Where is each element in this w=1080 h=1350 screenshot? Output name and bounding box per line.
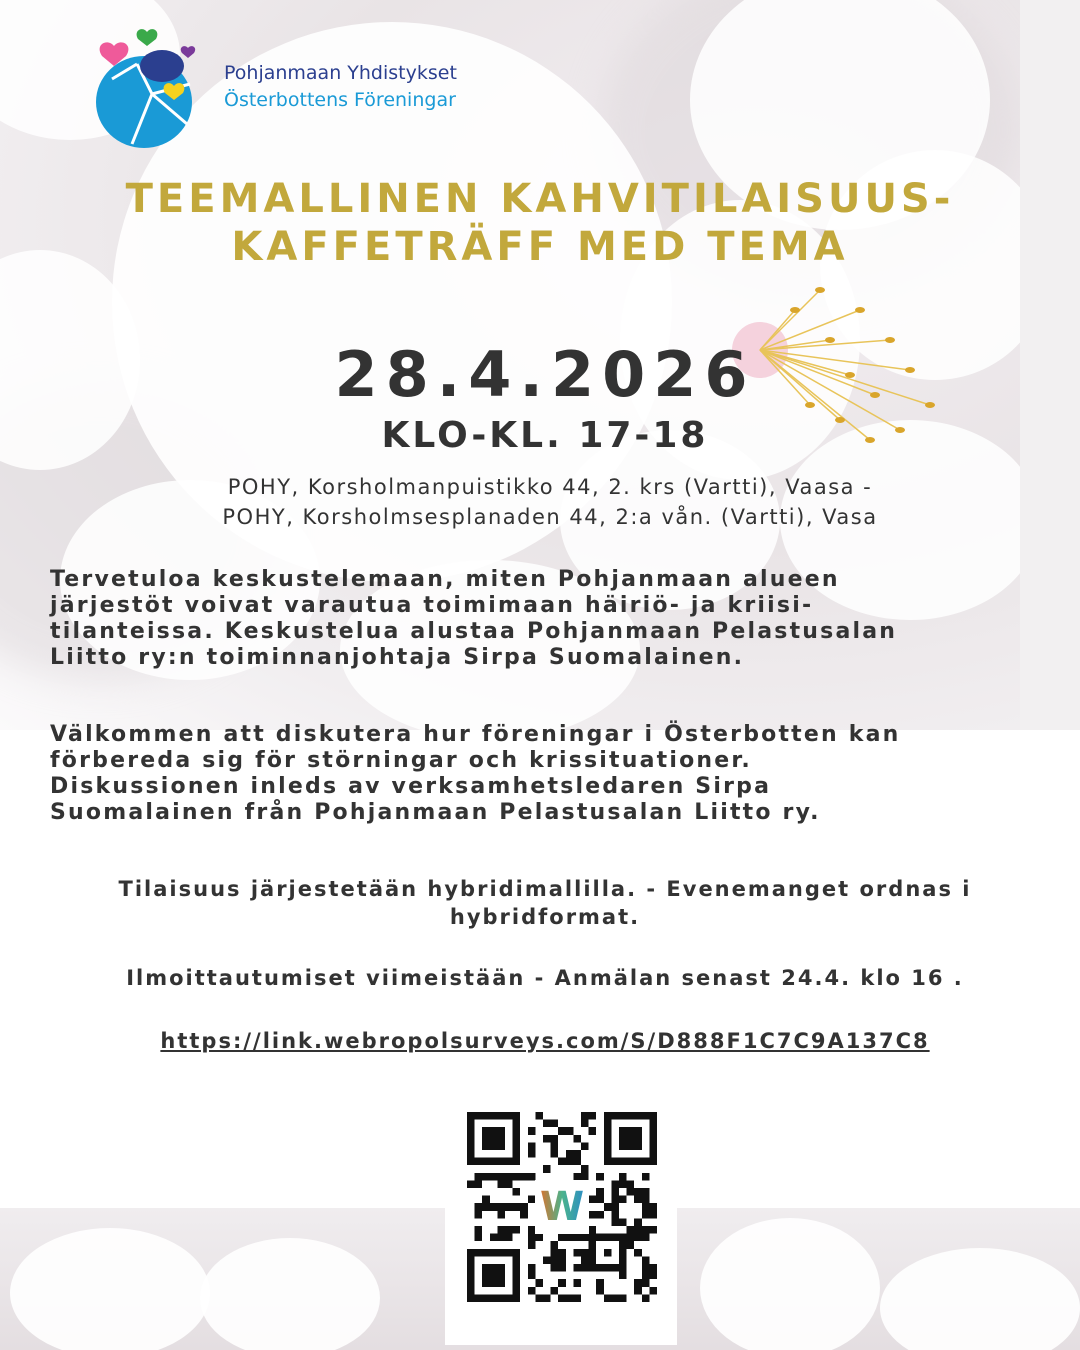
description-line: förbereda sig för störningar och krissituationer.	[50, 748, 752, 773]
logo-text	[224, 60, 457, 114]
registration-deadline: Ilmoittautumiset viimeistään - Anmälan senast 24.4. klo 16 .	[126, 966, 964, 990]
logo-name-swedish: Österbottens Föreningar	[224, 89, 456, 111]
logo-name-finnish: Pohjanmaan Yhdistykset	[224, 62, 457, 84]
hybrid-notice	[40, 875, 1050, 931]
description-line: Välkommen att diskutera hur föreningar i Österbotten kan	[50, 722, 901, 747]
qr-logo-letter: W	[540, 1180, 584, 1234]
description-line: järjestöt voivat varautua toimimaan häiriö- ja kriisi-	[50, 593, 814, 618]
event-address	[90, 472, 1010, 532]
description-line: Suomalainen från Pohjanmaan Pelastusalan Liitto ry.	[50, 800, 821, 825]
description-finnish	[50, 567, 1050, 671]
event-title-line1: TEEMALLINEN KAHVITILAISUUS-	[125, 176, 955, 222]
description-line: Liitto ry:n toiminnanjohtaja Sirpa Suomalainen.	[50, 645, 745, 670]
description-line: Diskussionen inleds av verksamhetsledaren Sirpa	[50, 774, 772, 799]
description-line: Tervetuloa keskustelemaan, miten Pohjanmaan alueen	[50, 567, 840, 592]
address-swedish: POHY, Korsholmsesplanaden 44, 2:a vån. (Vartti), Vasa	[222, 505, 878, 529]
event-title	[0, 175, 1080, 271]
event-date: 28.4.2026	[334, 338, 756, 411]
hybrid-line: Tilaisuus järjestetään hybridimallilla. - Evenemanget ordnas i	[118, 877, 972, 901]
event-title-line2: KAFFETRÄFF MED TEMA	[231, 224, 849, 270]
hybrid-line: hybridformat.	[449, 905, 641, 929]
registration-link[interactable]: https://link.webropolsurveys.com/S/D888F1C7C9A137C8	[160, 1029, 930, 1053]
webropol-logo-icon	[535, 1180, 589, 1234]
address-finnish: POHY, Korsholmanpuistikko 44, 2. krs (Vartti), Vaasa -	[227, 475, 873, 499]
organization-logo	[92, 24, 202, 149]
description-line: tilanteissa. Keskustelua alustaa Pohjanmaan Pelastusalan	[50, 619, 898, 644]
event-time: KLO-KL. 17-18	[381, 415, 709, 456]
description-swedish	[50, 722, 1050, 826]
